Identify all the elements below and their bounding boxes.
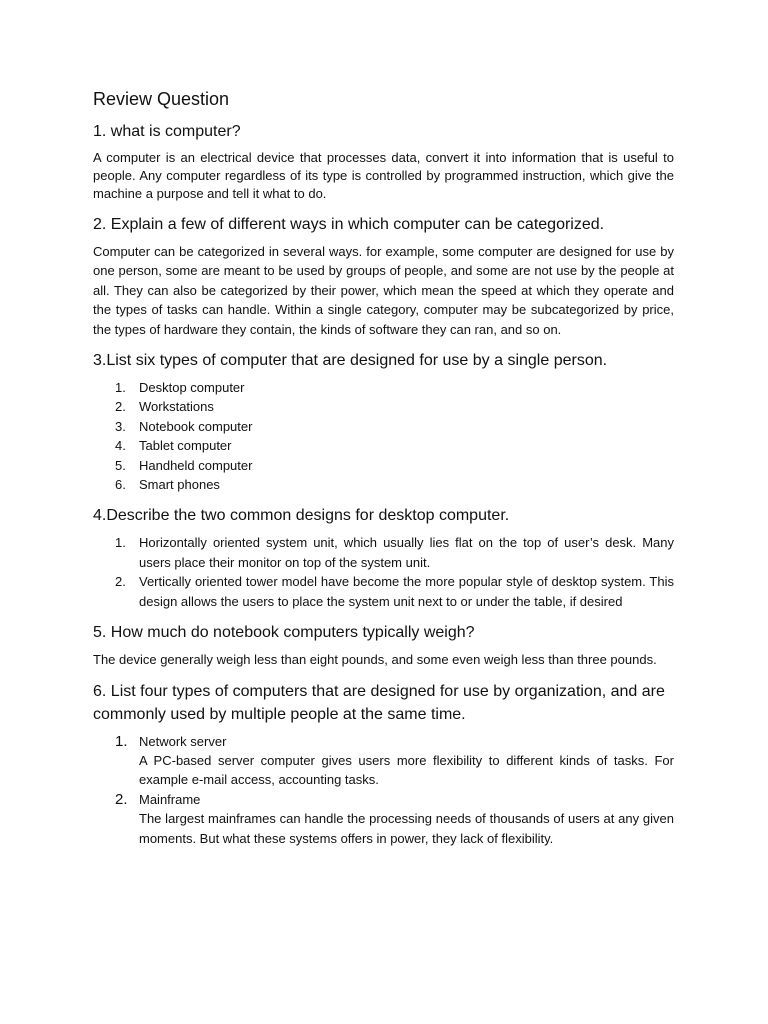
list-item bbox=[93, 475, 674, 494]
list-item bbox=[93, 397, 674, 416]
answer-6-list bbox=[93, 732, 674, 848]
list-item-text: Workstations bbox=[139, 399, 214, 415]
list-number: 2. bbox=[115, 790, 128, 808]
list-number: 4. bbox=[115, 438, 126, 454]
answer-5: The device generally weigh less than eight pounds, and some even weigh less than three pounds. bbox=[93, 652, 657, 668]
list-number: 3. bbox=[115, 418, 126, 434]
list-item bbox=[93, 572, 674, 611]
answer-3-list bbox=[93, 378, 674, 494]
document-page bbox=[93, 86, 674, 858]
page-title: Review Question bbox=[93, 89, 230, 109]
list-item bbox=[93, 533, 674, 572]
list-number: 6. bbox=[115, 477, 126, 493]
list-item bbox=[93, 790, 674, 848]
answer-2: Computer can be categorized in several ways. for example, some computer are designed for use by one person, some are meant to be used by groups of people, and some are not use by the people at all. They can also be categorized by their power, which mean the speed at which they operate and the types of tasks can handle. Within a single category, computer may be subcategorized by price, the types of hardware they contain, the kinds of software they can ran, and so on. bbox=[93, 244, 674, 337]
question-6: 6. List four types of computers that are designed for use by organization, and are commonly used by multiple people at the same time. bbox=[93, 682, 665, 723]
list-item bbox=[93, 436, 674, 455]
answer-4-list bbox=[93, 533, 674, 611]
question-1: 1. what is computer? bbox=[93, 123, 241, 140]
list-number: 1. bbox=[115, 535, 126, 551]
question-3: 3.List six types of computer that are designed for use by a single person. bbox=[93, 352, 608, 370]
list-item-text: Handheld computer bbox=[139, 457, 253, 473]
list-item-title: Network server bbox=[139, 733, 227, 749]
list-item bbox=[93, 417, 674, 436]
question-5: 5. How much do notebook computers typically weigh? bbox=[93, 624, 475, 642]
question-2: 2. Explain a few of different ways in which computer can be categorized. bbox=[93, 216, 605, 233]
answer-1: A computer is an electrical device that processes data, convert it into information that is useful to people. Any computer regardless of its type is controlled by programmed instruction, which give the machine a purpose and tell it what to do. bbox=[93, 150, 674, 201]
list-item bbox=[93, 732, 674, 790]
list-item bbox=[93, 378, 674, 397]
list-item bbox=[93, 456, 674, 475]
list-item-title: Mainframe bbox=[139, 791, 201, 807]
list-item-text: Notebook computer bbox=[139, 418, 253, 434]
list-number: 2. bbox=[115, 399, 126, 415]
list-item-text: A PC-based server computer gives users more flexibility to different kinds of tasks. For example e-mail access, accounting tasks. bbox=[139, 752, 674, 788]
question-4: 4.Describe the two common designs for desktop computer. bbox=[93, 507, 510, 525]
list-item-text: The largest mainframes can handle the processing needs of thousands of users at any given moments. But what these systems offers in power, they lack of flexibility. bbox=[139, 811, 674, 846]
list-item-text: Smart phones bbox=[139, 477, 220, 493]
list-item-text: Tablet computer bbox=[139, 438, 232, 454]
list-number: 5. bbox=[115, 457, 126, 473]
list-item-text: Desktop computer bbox=[139, 380, 245, 396]
list-item-text: Horizontally oriented system unit, which usually lies flat on the top of user’s desk. Many users place their monitor on top of the system unit. bbox=[139, 535, 674, 570]
list-item-text: Vertically oriented tower model have become the more popular style of desktop system. This design allows the users to place the system unit next to or under the table, if desired bbox=[139, 574, 674, 609]
list-number: 1. bbox=[115, 380, 126, 396]
list-number: 2. bbox=[115, 574, 126, 590]
list-number: 1. bbox=[115, 732, 128, 750]
